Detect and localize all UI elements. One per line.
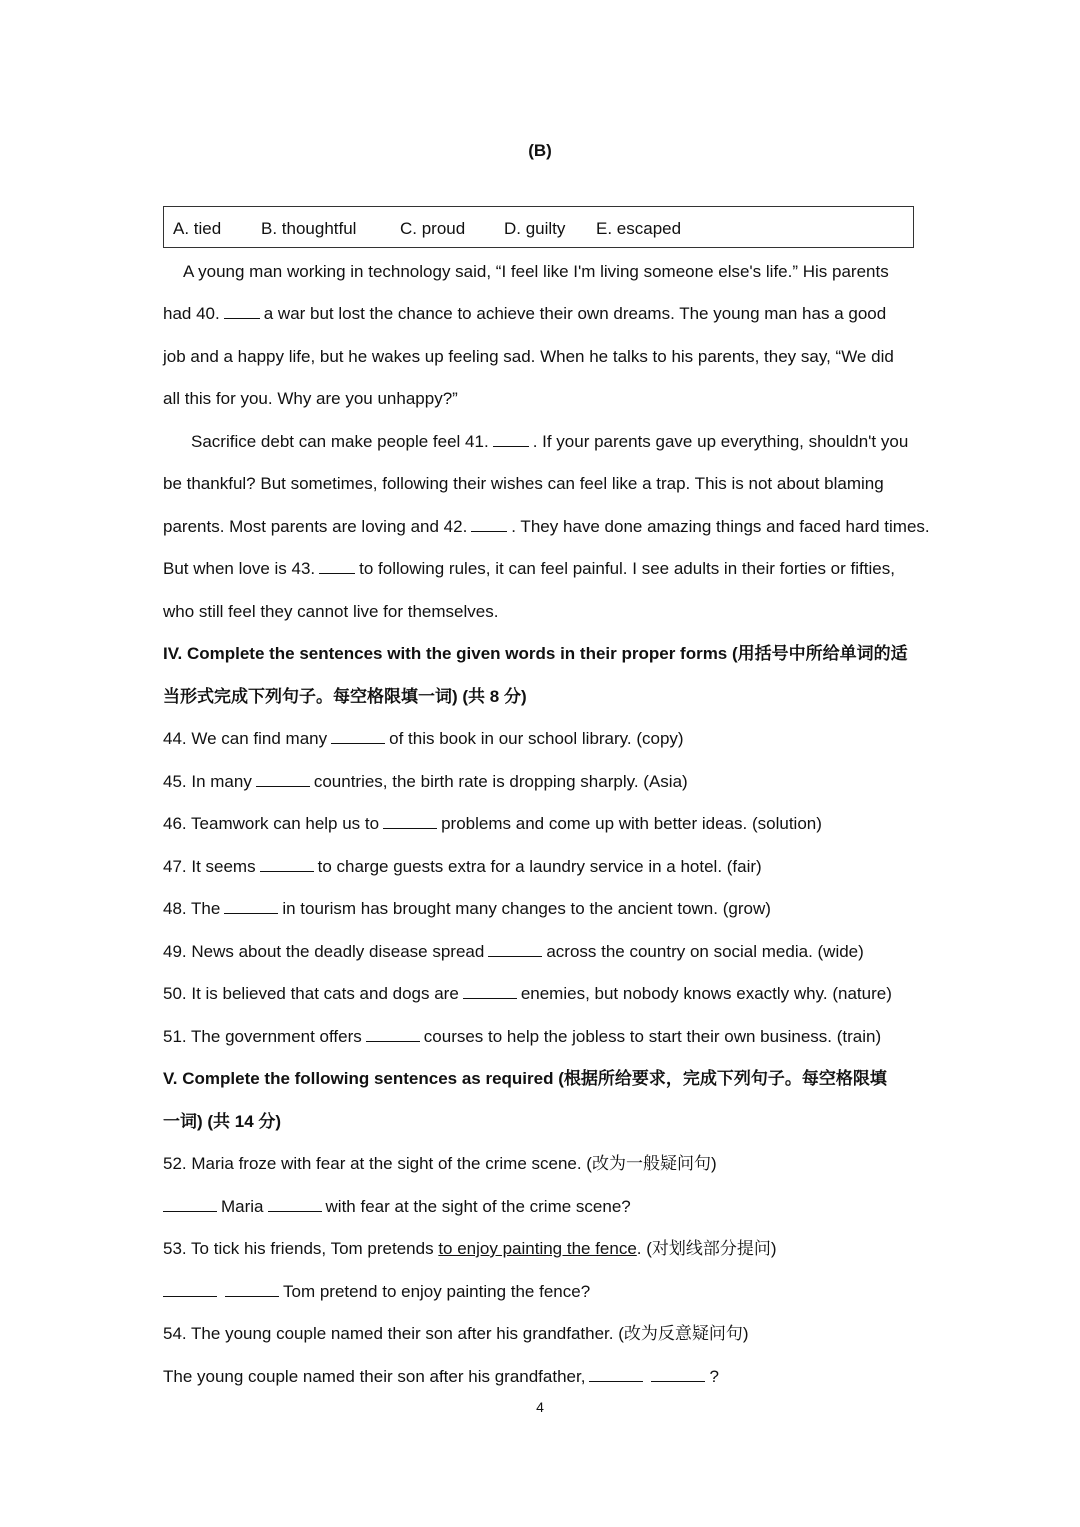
passage-text: . They have done amazing things and faced hard times.	[511, 517, 930, 536]
blank-43	[319, 557, 355, 574]
question-text: of this book in our school library. (copy)	[389, 729, 684, 748]
blank-42	[471, 515, 507, 532]
passage-line	[191, 430, 951, 454]
answer-text: Tom pretend to enjoy painting the fence?	[283, 1282, 591, 1301]
question-text: countries, the birth rate is dropping sharply. (Asia)	[313, 772, 688, 791]
word-option: E. escaped	[596, 219, 682, 238]
passage-line: be thankful? But sometimes, following their wishes can feel like a trap. This is not about blaming	[163, 474, 884, 493]
question-text: 53. To tick his friends, Tom pretends	[163, 1239, 434, 1258]
passage-line: who still feel they cannot live for themselves.	[163, 602, 499, 621]
page-number: 4	[536, 1399, 544, 1415]
question-45	[163, 770, 923, 794]
answer-blank	[163, 1195, 217, 1212]
question-text: 49. News about the deadly disease spread	[163, 942, 485, 961]
answer-blank	[225, 1280, 279, 1297]
answer-54	[163, 1365, 923, 1389]
question-text: to charge guests extra for a laundry service in a hotel. (fair)	[317, 857, 762, 876]
question-text: 51. The government offers	[163, 1027, 362, 1046]
answer-blank	[366, 1025, 420, 1042]
passage-line: all this for you. Why are you unhappy?”	[163, 389, 458, 408]
question-52: 52. Maria froze with fear at the sight of the crime scene. (改为一般疑问句)	[163, 1154, 717, 1173]
question-51	[163, 1025, 923, 1049]
answer-text: ?	[709, 1367, 719, 1386]
question-53	[163, 1237, 923, 1261]
answer-blank	[589, 1365, 643, 1382]
question-text: 44. We can find many	[163, 729, 328, 748]
passage-text: But when love is 43.	[163, 559, 316, 578]
passage-text: to following rules, it can feel painful. I see adults in their forties or fifties,	[359, 559, 895, 578]
question-text: problems and come up with better ideas. (solution)	[441, 814, 822, 833]
answer-53	[163, 1280, 923, 1304]
word-bank-box	[163, 206, 914, 248]
answer-text: Maria	[221, 1197, 264, 1216]
answer-blank	[163, 1280, 217, 1297]
passage-text: . If your parents gave up everything, shouldn't you	[532, 432, 909, 451]
passage-line	[163, 302, 923, 326]
answer-52	[163, 1195, 923, 1219]
answer-blank	[651, 1365, 705, 1382]
blank-40	[224, 302, 260, 319]
question-50	[163, 982, 923, 1006]
question-text: 50. It is believed that cats and dogs are	[163, 984, 459, 1003]
answer-blank	[268, 1195, 322, 1212]
word-option: D. guilty	[504, 219, 566, 238]
passage-line	[163, 515, 930, 539]
section-v-heading-cont: 一词) (共 14 分)	[163, 1112, 282, 1131]
underlined-part: to enjoy painting the fence	[438, 1239, 637, 1258]
question-49	[163, 940, 923, 964]
passage-text: Sacrifice debt can make people feel 41.	[191, 432, 489, 451]
section-iv-heading: IV. Complete the sentences with the given words in their proper forms (用括号中所给单词的适	[163, 644, 908, 663]
word-option: B. thoughtful	[261, 219, 357, 238]
answer-blank	[488, 940, 542, 957]
section-iv-heading-cont: 当形式完成下列句子。每空格限填一词) (共 8 分)	[163, 687, 527, 706]
passage-line: A young man working in technology said, “I feel like I'm living someone else's life.” His parents	[183, 262, 889, 281]
passage-text: a war but lost the chance to achieve their own dreams. The young man has a good	[263, 304, 887, 323]
passage-line: job and a happy life, but he wakes up feeling sad. When he talks to his parents, they say, “We did	[163, 347, 894, 366]
answer-blank	[256, 770, 310, 787]
answer-blank	[463, 982, 517, 999]
answer-text: The young couple named their son after his grandfather,	[163, 1367, 586, 1386]
word-option: A. tied	[173, 219, 222, 238]
question-text: . (对划线部分提问)	[636, 1239, 777, 1258]
passage-text: parents. Most parents are loving and 42.	[163, 517, 468, 536]
question-text: 47. It seems	[163, 857, 256, 876]
question-48	[163, 897, 923, 921]
passage-line	[163, 557, 923, 581]
word-option: C. proud	[400, 219, 466, 238]
passage-text: had 40.	[163, 304, 220, 323]
question-text: 48. The	[163, 899, 221, 918]
answer-blank	[224, 897, 278, 914]
answer-text: with fear at the sight of the crime scene?	[325, 1197, 631, 1216]
question-text: courses to help the jobless to start their own business. (train)	[423, 1027, 882, 1046]
answer-blank	[331, 727, 385, 744]
answer-blank	[383, 812, 437, 829]
blank-41	[493, 430, 529, 447]
section-label: (B)	[528, 141, 552, 160]
question-text: across the country on social media. (wide)	[546, 942, 864, 961]
question-text: in tourism has brought many changes to the ancient town. (grow)	[282, 899, 771, 918]
question-54: 54. The young couple named their son after his grandfather. (改为反意疑问句)	[163, 1324, 749, 1343]
question-47	[163, 855, 923, 879]
question-text: 46. Teamwork can help us to	[163, 814, 380, 833]
section-v-heading: V. Complete the following sentences as required (根据所给要求，完成下列句子。每空格限填	[163, 1069, 887, 1088]
question-text: enemies, but nobody knows exactly why. (nature)	[520, 984, 892, 1003]
answer-blank	[260, 855, 314, 872]
question-text: 45. In many	[163, 772, 252, 791]
question-46	[163, 812, 923, 836]
question-44	[163, 727, 923, 751]
